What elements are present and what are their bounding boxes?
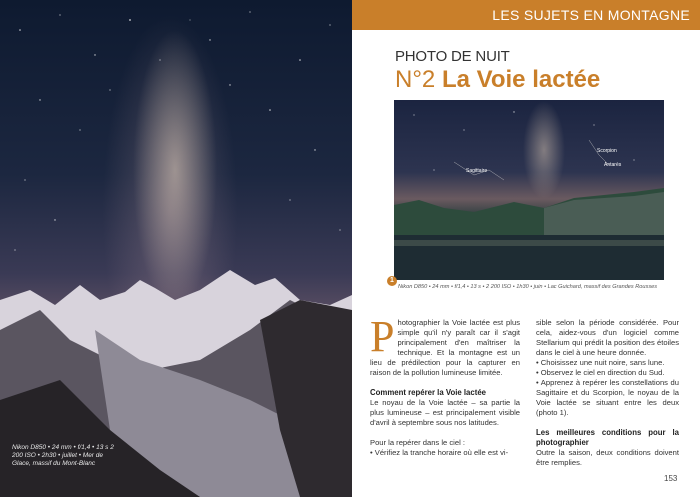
heading-reperer: Comment repérer la Voie lactée (370, 388, 486, 397)
text-column-1 (370, 312, 520, 458)
dropcap: P (370, 312, 395, 361)
intro-paragraph: hotographier la Voie lactée est plus simple qu'il n'y paraît car il s'agit principalement d'en maîtriser la technique. Et la montagne est un lieu de prédilection pour la capturer en raison de la pollution lumineuse limitée. (370, 318, 520, 377)
paragraph-pour: Pour la repérer dans le ciel : (370, 438, 465, 447)
section-header (352, 0, 700, 30)
heading-conditions: Les meilleures conditions pour la photographier (536, 428, 679, 447)
photo-number-badge: 1 (387, 276, 397, 286)
text-column-2 (536, 318, 679, 468)
label-antares: Antarès (604, 162, 622, 168)
article-kicker: PHOTO DE NUIT (395, 48, 510, 65)
lake-milky-way-photo (394, 100, 664, 280)
bullet-3: • Observez le ciel en direction du Sud. (536, 368, 665, 377)
page-number: 153 (664, 474, 678, 483)
photo-caption: Nikon D850 • 24 mm • f/1,4 • 13 s • 2 200 ISO • 1h30 • juin • Lac Guichard, massif des Grandes Rousses (398, 284, 658, 290)
paragraph-noyau: Le noyau de la Voie lactée – sa partie la plus lumineuse – est principalement visible d'avril à septembre sous nos latitudes. (370, 398, 520, 427)
bullet-1: • Vérifiez la tranche horaire où elle est vi- (370, 448, 509, 457)
left-photo-caption: Nikon D850 • 24 mm • f/1,4 • 13 s 2 200 ISO • 2h30 • juillet • Mer de Glace, massif du Mont-Blanc (12, 444, 114, 467)
title-number: N°2 (395, 66, 442, 93)
lake-landscape (394, 100, 664, 280)
bullet-2: • Choisissez une nuit noire, sans lune. (536, 358, 665, 367)
bullet-4: • Apprenez à repérer les constellations du Sagittaire et du Scorpion, le noyau de la Voie lactée se situant entre les deux (photo 1). (536, 378, 679, 417)
bullet-1-continued: sible selon la période considérée. Pour cela, aidez-vous d'un logiciel comme Stellarium qui prédit la position des étoiles dans le ciel à une heure donnée. (536, 318, 679, 357)
section-title: LES SUJETS EN MONTAGNE (492, 7, 690, 23)
paragraph-saison: Outre la saison, deux conditions doivent être remplies. (536, 448, 679, 467)
label-sagittaire: Sagittaire (466, 168, 488, 174)
title-text: La Voie lactée (441, 66, 601, 93)
article-title (395, 66, 600, 94)
label-scorpion: Scorpion (597, 148, 617, 154)
